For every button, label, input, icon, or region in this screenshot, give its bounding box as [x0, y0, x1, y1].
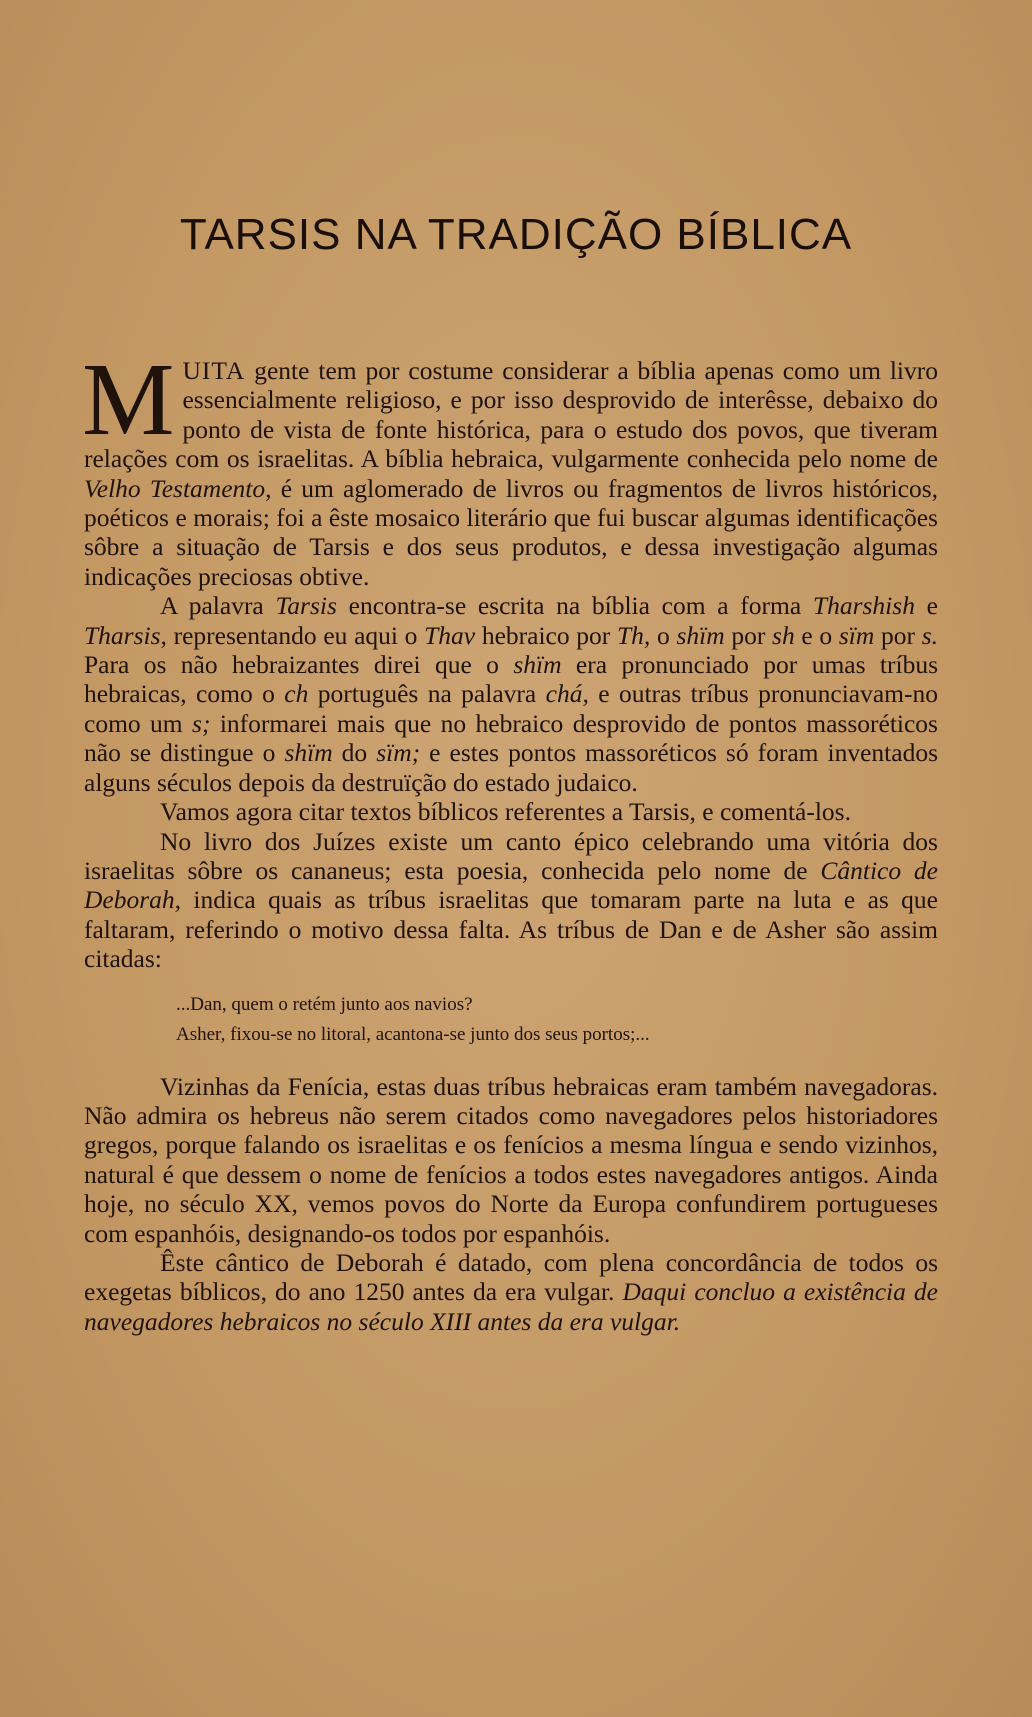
italic-text: chá, [545, 679, 589, 709]
italic-text: s. [921, 620, 938, 650]
text: informarei mais que no hebraico desprovido de pontos massoréticos não se distingue o [84, 708, 938, 768]
italic-text: sïm [838, 620, 875, 650]
article-body [82, 342, 939, 1336]
text: do [332, 738, 377, 768]
text: encontra-se escrita na bíblia com a forma [336, 591, 813, 621]
text: e outras tríbus pronunciavam-no como um [84, 679, 939, 738]
text: No livro dos Juízes existe um canto épico celebrando uma vitória dos israelitas sôbre os cananeus; esta poesia, conhecida pelo nome de [84, 826, 938, 885]
italic-text: Cântico de Deborah, [84, 855, 938, 915]
paragraph-3: Vamos agora citar textos bíblicos referentes a Tarsis, e comentá-los. [160, 797, 851, 827]
italic-text: shïm [513, 650, 562, 680]
text: é um aglomerado de livros ou fragmentos de livros históricos, poéticos e morais; foi a êste mosaico literário que fui buscar algumas identificações sôbre a situação de Tarsis e dos seus produtos, e dessa investigação algumas indicações preciosas obtive. [84, 473, 938, 591]
italic-text: Th, [616, 620, 651, 650]
text: e o [794, 620, 839, 650]
italic-text: Velho Testamento, [84, 473, 272, 503]
text: indica quais as tríbus israelitas que tomaram parte na luta e as que faltaram, referindo o motivo dessa falta. As tríbus de Dan e de Asher são assim citadas: [84, 885, 938, 974]
drop-cap: M [82, 342, 175, 457]
quote-line: Asher, fixou-se no litoral, acantona-se junto dos seus portos;... [176, 1023, 650, 1045]
text: português na palavra [308, 679, 546, 709]
italic-text: shïm [676, 620, 725, 650]
verse-quote [176, 990, 938, 1050]
text: era pronunciado por umas tríbus hebraicas, como o [84, 650, 939, 709]
italic-text: Daqui concluo a existência de navegadores hebraicos no século XIII antes da era vulgar. [84, 1277, 938, 1336]
paragraph-5: Vizinhas da Fenícia, estas duas tríbus hebraicas eram também navegadoras. Não admira os hebreus não serem citados como navegadores pelos historiadores gregos, porque falando os israelitas e os fenícios a mesma língua e sendo vizinhos, natural é que dessem o nome de fenícios a todos estes navegadores antigos. Ainda hoje, no século XX, vemos povos do Norte da Europa confundirem portugueses com espanhóis, designando-os todos por espanhóis. [84, 1071, 938, 1248]
text: gente tem por costume considerar a bíblia apenas como um livro essencialmente religioso, e por isso desprovido de interêsse, debaixo do ponto de vista de fonte histórica, para o estudo dos povos, que tiveram relações com os israelitas. A bíblia hebraica, vulgarmente conhecida pelo nome de [84, 356, 938, 474]
text: por [874, 620, 922, 650]
italic-text: Thav [424, 620, 476, 650]
text: e [914, 591, 938, 621]
text: Para os não hebraizantes direi que o [84, 650, 514, 680]
italic-text: Tharshish [812, 591, 915, 621]
text: por [724, 620, 773, 650]
paragraph-1 [82, 342, 938, 591]
small-caps-lead: UITA [182, 356, 246, 385]
text: A palavra [160, 591, 276, 621]
italic-text: sïm; [376, 738, 421, 768]
italic-text: Tarsis [275, 591, 337, 621]
italic-text: ch [284, 679, 309, 709]
paragraph-4 [84, 827, 938, 974]
text: Êste cântico de Deborah é datado, com plena concordância de todos os exegetas bíblicos, do ano 1250 antes da era vulgar. [84, 1247, 938, 1307]
italic-text: shïm [284, 738, 333, 768]
italic-text: s; [192, 708, 211, 738]
text: hebraico por [475, 620, 617, 650]
italic-text: sh [772, 620, 795, 650]
text: o [650, 620, 677, 650]
text: e estes pontos massoréticos só foram inventados alguns séculos depois da destruïção do estado judaico. [84, 738, 939, 797]
paragraph-6 [84, 1248, 938, 1336]
italic-text: Tharsis, [84, 620, 167, 650]
page-title: TARSIS NA TRADIÇÃO BÍBLICA [179, 210, 853, 259]
paragraph-2 [84, 591, 938, 797]
quote-line: ...Dan, quem o retém junto aos navios? [176, 993, 473, 1015]
text: representando eu aqui o [166, 620, 425, 650]
